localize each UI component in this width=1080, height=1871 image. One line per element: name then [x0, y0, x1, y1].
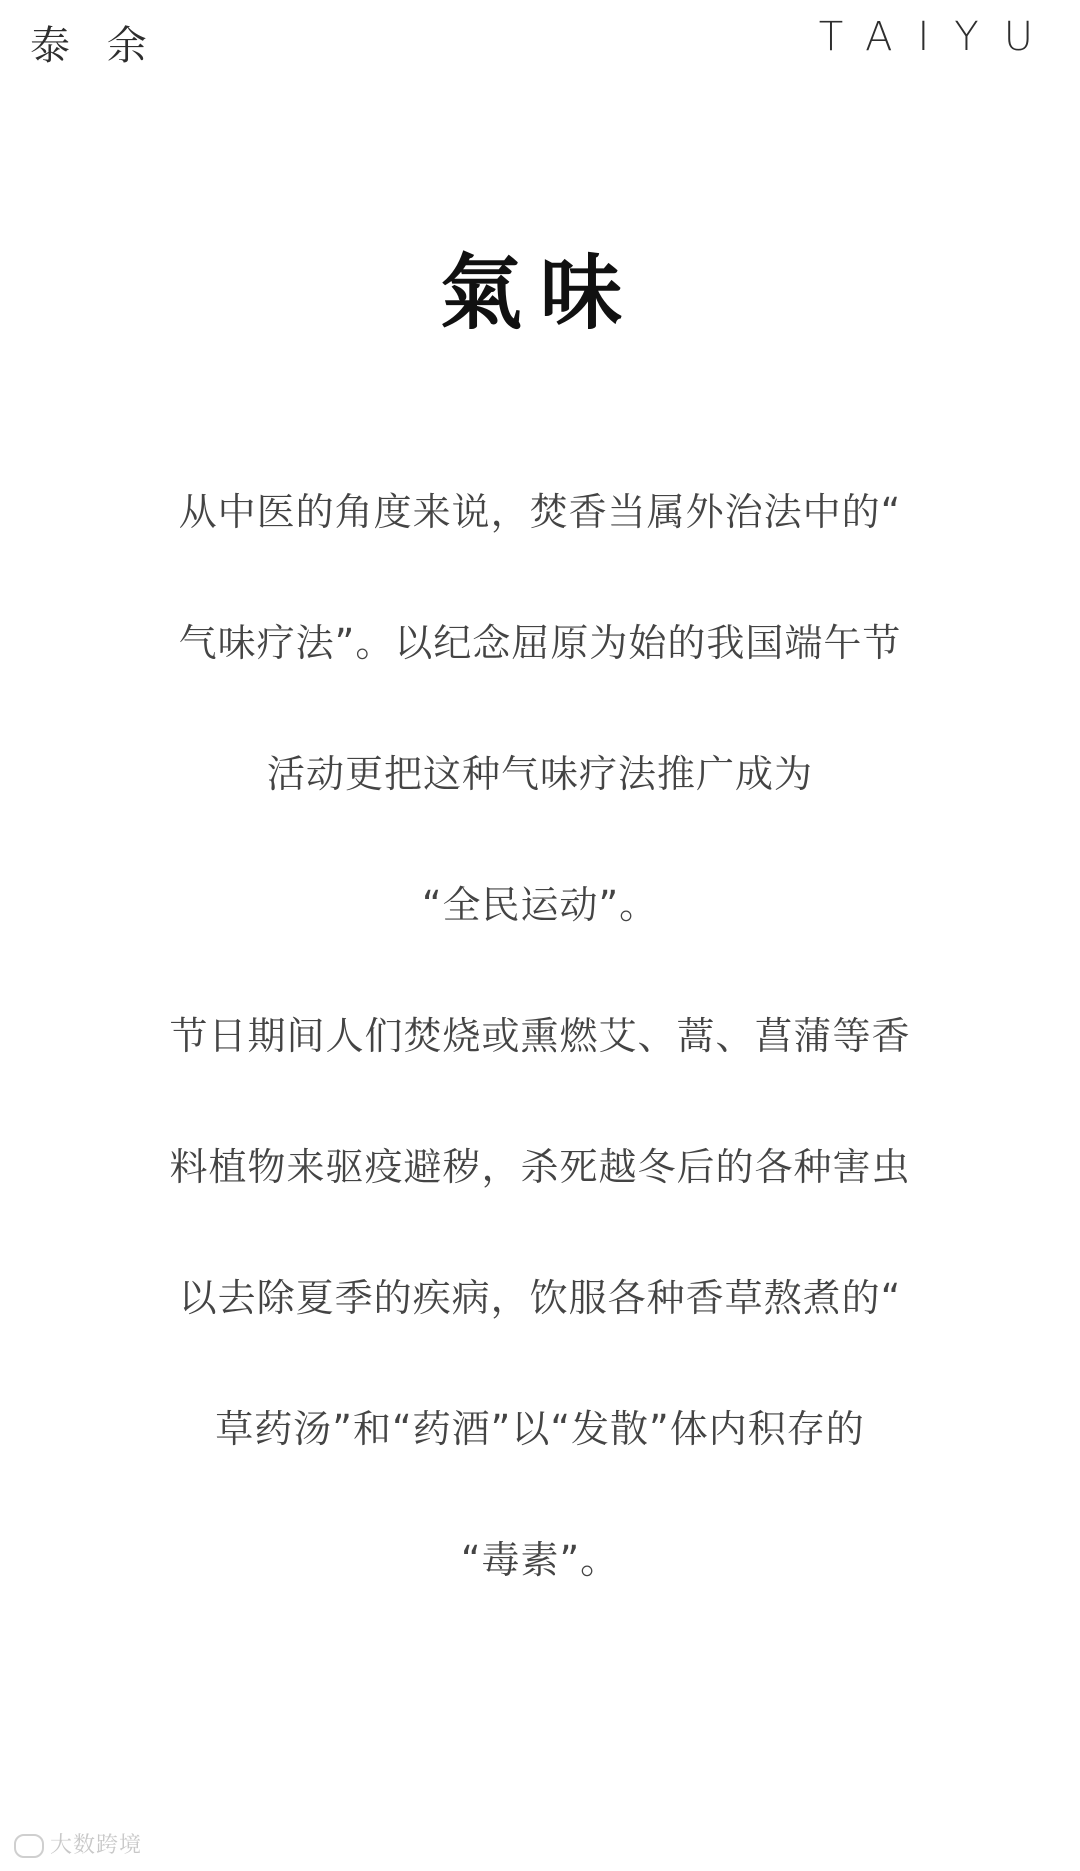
text-line: 气味疗法”。以纪念屈原为始的我国端午节 — [178, 621, 902, 665]
watermark-text: 大数跨境 — [50, 1833, 143, 1858]
text-line: “全民运动”。 — [421, 883, 659, 927]
text-line: “毒素”。 — [460, 1538, 620, 1582]
watermark-logo-icon — [14, 1834, 44, 1858]
brand-name-cn: 泰 余 — [30, 23, 159, 69]
text-line: 从中医的角度来说，焚香当属外治法中的“ — [178, 490, 902, 534]
text-line: 料植物来驱疫避秽，杀死越冬后的各种害虫 — [169, 1145, 911, 1189]
article-body — [130, 482, 950, 1661]
text-line: 活动更把这种气味疗法推广成为 — [266, 752, 813, 796]
text-line: 以去除夏季的疾病，饮服各种香草熬煮的“ — [178, 1276, 902, 1320]
text-line: 节日期间人们焚烧或熏燃艾、蒿、菖蒲等香 — [169, 1014, 911, 1058]
watermark — [14, 1828, 142, 1859]
text-line: 草药汤”和“药酒”以“发散”体内积存的 — [215, 1407, 865, 1451]
page-title: 氣味 — [439, 245, 640, 341]
brand-name-en: TAIYU — [818, 14, 1058, 60]
